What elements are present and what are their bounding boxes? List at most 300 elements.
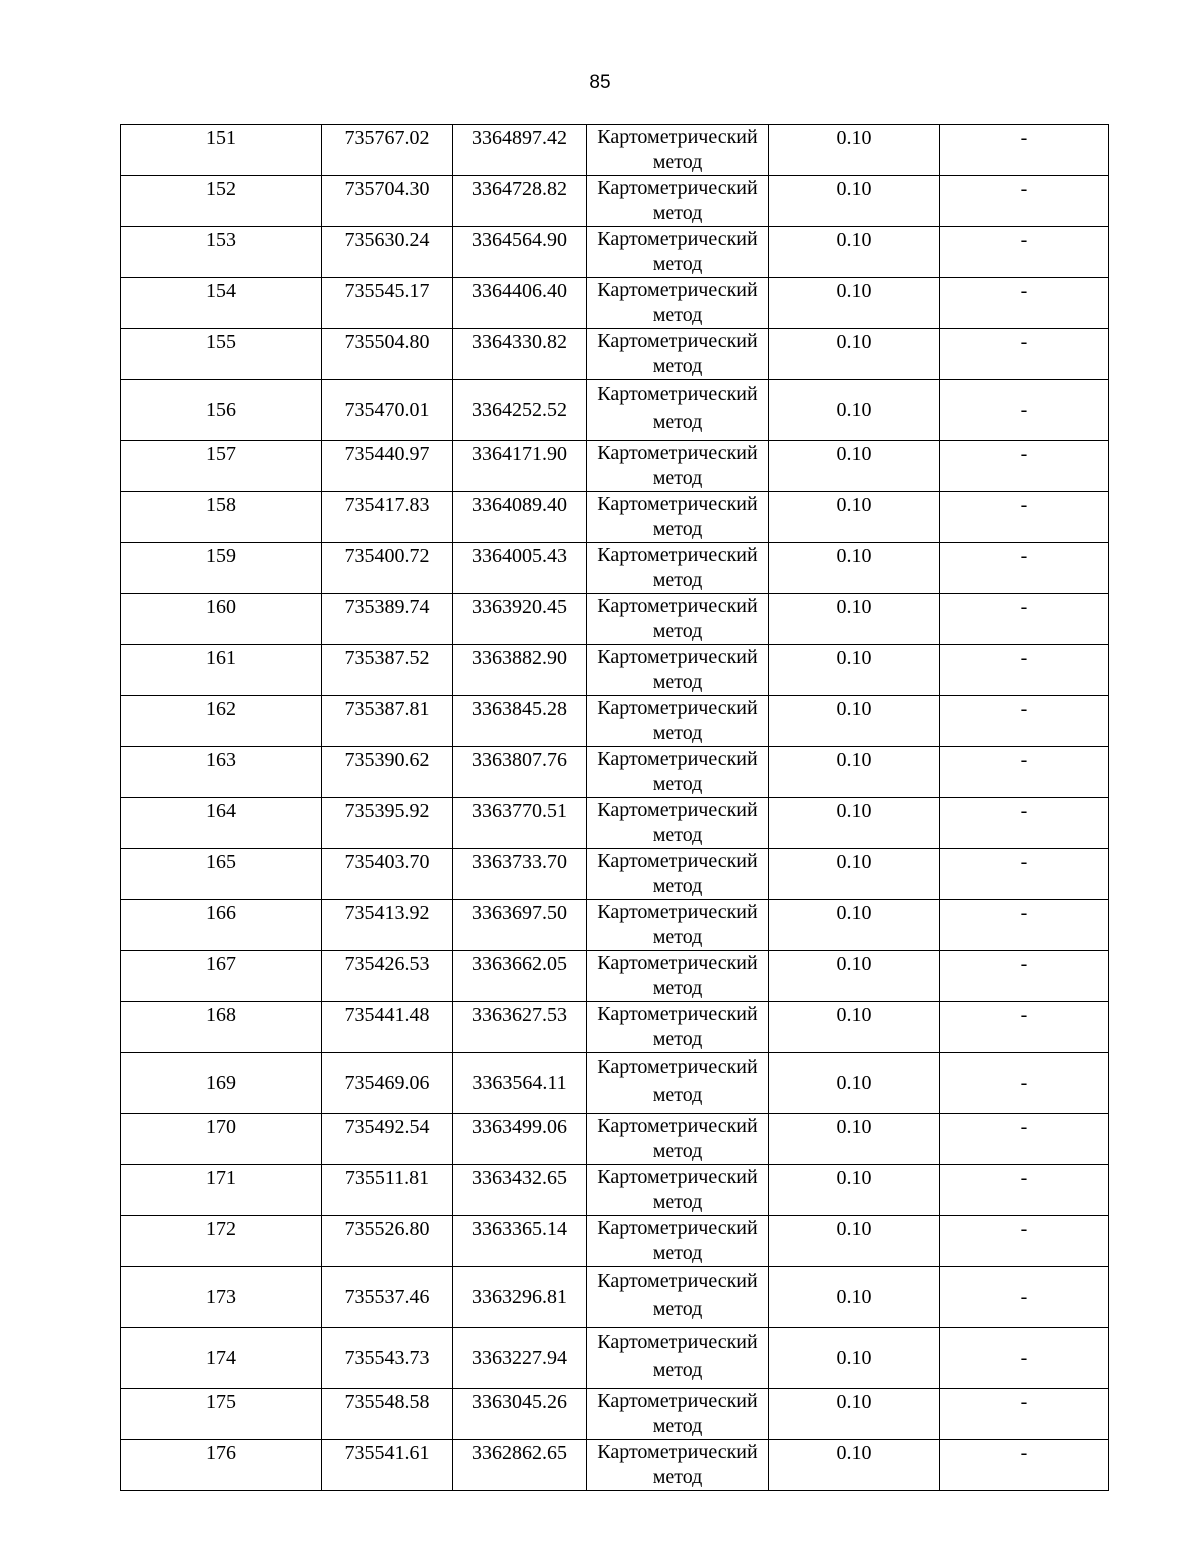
point-number-text: 158	[206, 494, 236, 516]
method-text: Картометрический метод	[597, 799, 758, 846]
note-cell	[940, 380, 1109, 441]
accuracy-text: 0.10	[836, 800, 872, 822]
method-text: Картометрический метод	[597, 952, 758, 999]
y-coordinate-text: 3364728.82	[472, 178, 567, 200]
point-number-text: 172	[206, 1218, 236, 1240]
note-text: -	[1020, 1286, 1028, 1308]
point-number-text: 155	[206, 331, 236, 353]
table-row	[121, 441, 1109, 492]
method-cell	[587, 951, 769, 1002]
method-cell	[587, 798, 769, 849]
point-number-text: 166	[206, 902, 236, 924]
y-coordinate-text: 3363564.11	[472, 1072, 567, 1094]
note-cell	[940, 492, 1109, 543]
method-cell	[587, 329, 769, 380]
note-text: -	[1020, 545, 1028, 567]
point-number-cell	[121, 594, 322, 645]
x-coordinate-cell	[322, 1389, 453, 1440]
table-row	[121, 1389, 1109, 1440]
accuracy-text: 0.10	[836, 494, 872, 516]
method-cell	[587, 278, 769, 329]
x-coordinate-cell	[322, 1267, 453, 1328]
y-coordinate-cell	[453, 645, 587, 696]
x-coordinate-cell	[322, 176, 453, 227]
point-number-cell	[121, 849, 322, 900]
point-number-text: 160	[206, 596, 236, 618]
accuracy-cell	[769, 1165, 940, 1216]
y-coordinate-cell	[453, 1002, 587, 1053]
table-row	[121, 329, 1109, 380]
table-row	[121, 1053, 1109, 1114]
y-coordinate-text: 3363627.53	[472, 1004, 567, 1026]
y-coordinate-cell	[453, 849, 587, 900]
y-coordinate-cell	[453, 492, 587, 543]
y-coordinate-cell	[453, 329, 587, 380]
method-cell	[587, 1114, 769, 1165]
method-cell	[587, 747, 769, 798]
accuracy-cell	[769, 176, 940, 227]
y-coordinate-cell	[453, 278, 587, 329]
method-text: Картометрический метод	[597, 1270, 758, 1320]
point-number-cell	[121, 1328, 322, 1389]
y-coordinate-cell	[453, 125, 587, 176]
accuracy-text: 0.10	[836, 1167, 872, 1189]
x-coordinate-text: 735492.54	[344, 1116, 430, 1138]
point-number-text: 153	[206, 229, 236, 251]
note-cell	[940, 176, 1109, 227]
method-text: Картометрический метод	[597, 1056, 758, 1106]
x-coordinate-cell	[322, 1216, 453, 1267]
x-coordinate-cell	[322, 1440, 453, 1491]
y-coordinate-text: 3363882.90	[472, 647, 567, 669]
x-coordinate-text: 735704.30	[344, 178, 430, 200]
method-text: Картометрический метод	[597, 126, 758, 173]
x-coordinate-text: 735389.74	[344, 596, 430, 618]
y-coordinate-cell	[453, 1216, 587, 1267]
note-text: -	[1020, 749, 1028, 771]
method-text: Картометрический метод	[597, 330, 758, 377]
table-row	[121, 1440, 1109, 1491]
y-coordinate-cell	[453, 1267, 587, 1328]
note-text: -	[1020, 443, 1028, 465]
method-cell	[587, 1267, 769, 1328]
accuracy-text: 0.10	[836, 331, 872, 353]
note-cell	[940, 125, 1109, 176]
note-text: -	[1020, 331, 1028, 353]
accuracy-text: 0.10	[836, 229, 872, 251]
accuracy-cell	[769, 849, 940, 900]
accuracy-text: 0.10	[836, 953, 872, 975]
accuracy-cell	[769, 125, 940, 176]
table-row	[121, 125, 1109, 176]
y-coordinate-cell	[453, 227, 587, 278]
accuracy-text: 0.10	[836, 1391, 872, 1413]
table-row	[121, 278, 1109, 329]
method-text: Картометрический метод	[597, 748, 758, 795]
method-cell	[587, 1053, 769, 1114]
method-cell	[587, 125, 769, 176]
accuracy-text: 0.10	[836, 1116, 872, 1138]
accuracy-text: 0.10	[836, 749, 872, 771]
accuracy-text: 0.10	[836, 443, 872, 465]
x-coordinate-cell	[322, 849, 453, 900]
point-number-text: 167	[206, 953, 236, 975]
accuracy-cell	[769, 1002, 940, 1053]
point-number-cell	[121, 900, 322, 951]
point-number-cell	[121, 329, 322, 380]
point-number-cell	[121, 1165, 322, 1216]
y-coordinate-text: 3363432.65	[472, 1167, 567, 1189]
method-text: Картометрический метод	[597, 646, 758, 693]
y-coordinate-text: 3363807.76	[472, 749, 567, 771]
table-row	[121, 798, 1109, 849]
x-coordinate-text: 735387.52	[344, 647, 430, 669]
note-text: -	[1020, 127, 1028, 149]
accuracy-text: 0.10	[836, 698, 872, 720]
table-row	[121, 849, 1109, 900]
note-text: -	[1020, 280, 1028, 302]
table-row	[121, 380, 1109, 441]
y-coordinate-text: 3363365.14	[472, 1218, 567, 1240]
method-text: Картометрический метод	[597, 228, 758, 275]
y-coordinate-cell	[453, 798, 587, 849]
x-coordinate-cell	[322, 227, 453, 278]
y-coordinate-cell	[453, 696, 587, 747]
x-coordinate-text: 735504.80	[344, 331, 430, 353]
accuracy-text: 0.10	[836, 1442, 872, 1464]
accuracy-text: 0.10	[836, 851, 872, 873]
x-coordinate-text: 735541.61	[344, 1442, 430, 1464]
point-number-text: 175	[206, 1391, 236, 1413]
x-coordinate-cell	[322, 380, 453, 441]
note-text: -	[1020, 1072, 1028, 1094]
x-coordinate-text: 735767.02	[344, 127, 430, 149]
accuracy-cell	[769, 1053, 940, 1114]
note-cell	[940, 441, 1109, 492]
note-cell	[940, 900, 1109, 951]
accuracy-cell	[769, 278, 940, 329]
x-coordinate-text: 735440.97	[344, 443, 430, 465]
note-cell	[940, 1053, 1109, 1114]
table-row	[121, 1002, 1109, 1053]
point-number-text: 164	[206, 800, 236, 822]
y-coordinate-cell	[453, 1165, 587, 1216]
x-coordinate-cell	[322, 1114, 453, 1165]
method-cell	[587, 1328, 769, 1389]
note-cell	[940, 543, 1109, 594]
point-number-text: 168	[206, 1004, 236, 1026]
point-number-cell	[121, 176, 322, 227]
method-cell	[587, 900, 769, 951]
note-cell	[940, 1165, 1109, 1216]
accuracy-cell	[769, 1216, 940, 1267]
method-cell	[587, 227, 769, 278]
note-text: -	[1020, 1218, 1028, 1240]
method-text: Картометрический метод	[597, 901, 758, 948]
table-row	[121, 951, 1109, 1002]
accuracy-text: 0.10	[836, 545, 872, 567]
note-cell	[940, 951, 1109, 1002]
y-coordinate-text: 3364005.43	[472, 545, 567, 567]
x-coordinate-text: 735400.72	[344, 545, 430, 567]
x-coordinate-text: 735413.92	[344, 902, 430, 924]
point-number-text: 157	[206, 443, 236, 465]
table-row	[121, 543, 1109, 594]
x-coordinate-cell	[322, 329, 453, 380]
x-coordinate-cell	[322, 1002, 453, 1053]
x-coordinate-cell	[322, 492, 453, 543]
point-number-text: 154	[206, 280, 236, 302]
x-coordinate-cell	[322, 900, 453, 951]
accuracy-cell	[769, 227, 940, 278]
y-coordinate-text: 3364252.52	[472, 399, 567, 421]
x-coordinate-cell	[322, 125, 453, 176]
point-number-cell	[121, 543, 322, 594]
method-cell	[587, 645, 769, 696]
point-number-text: 156	[206, 399, 236, 421]
x-coordinate-text: 735469.06	[344, 1072, 430, 1094]
note-cell	[940, 1328, 1109, 1389]
point-number-text: 174	[206, 1347, 236, 1369]
method-text: Картометрический метод	[597, 383, 758, 433]
note-cell	[940, 645, 1109, 696]
note-text: -	[1020, 494, 1028, 516]
accuracy-cell	[769, 380, 940, 441]
note-text: -	[1020, 229, 1028, 251]
method-text: Картометрический метод	[597, 1166, 758, 1213]
y-coordinate-cell	[453, 441, 587, 492]
note-text: -	[1020, 953, 1028, 975]
point-number-text: 163	[206, 749, 236, 771]
table-row	[121, 1328, 1109, 1389]
method-cell	[587, 176, 769, 227]
accuracy-cell	[769, 645, 940, 696]
method-cell	[587, 1440, 769, 1491]
point-number-text: 170	[206, 1116, 236, 1138]
table-row	[121, 227, 1109, 278]
accuracy-text: 0.10	[836, 1286, 872, 1308]
method-text: Картометрический метод	[597, 850, 758, 897]
method-cell	[587, 441, 769, 492]
note-cell	[940, 329, 1109, 380]
accuracy-text: 0.10	[836, 178, 872, 200]
point-number-cell	[121, 951, 322, 1002]
x-coordinate-text: 735537.46	[344, 1286, 430, 1308]
point-number-cell	[121, 441, 322, 492]
accuracy-cell	[769, 696, 940, 747]
x-coordinate-cell	[322, 594, 453, 645]
accuracy-cell	[769, 441, 940, 492]
y-coordinate-text: 3364406.40	[472, 280, 567, 302]
x-coordinate-cell	[322, 278, 453, 329]
note-cell	[940, 1440, 1109, 1491]
x-coordinate-text: 735526.80	[344, 1218, 430, 1240]
note-text: -	[1020, 1347, 1028, 1369]
table-body	[121, 125, 1109, 1491]
y-coordinate-cell	[453, 1328, 587, 1389]
x-coordinate-cell	[322, 747, 453, 798]
point-number-text: 171	[206, 1167, 236, 1189]
y-coordinate-text: 3363227.94	[472, 1347, 567, 1369]
page-number: 85	[589, 72, 611, 93]
point-number-cell	[121, 1114, 322, 1165]
y-coordinate-text: 3363662.05	[472, 953, 567, 975]
x-coordinate-cell	[322, 1165, 453, 1216]
y-coordinate-cell	[453, 176, 587, 227]
accuracy-text: 0.10	[836, 280, 872, 302]
table-row	[121, 1165, 1109, 1216]
method-text: Картометрический метод	[597, 544, 758, 591]
point-number-text: 169	[206, 1072, 236, 1094]
accuracy-text: 0.10	[836, 902, 872, 924]
y-coordinate-text: 3363845.28	[472, 698, 567, 720]
y-coordinate-text: 3364897.42	[472, 127, 567, 149]
note-cell	[940, 1216, 1109, 1267]
y-coordinate-cell	[453, 1114, 587, 1165]
x-coordinate-cell	[322, 798, 453, 849]
method-text: Картометрический метод	[597, 697, 758, 744]
method-text: Картометрический метод	[597, 279, 758, 326]
y-coordinate-text: 3363697.50	[472, 902, 567, 924]
x-coordinate-text: 735545.17	[344, 280, 430, 302]
note-text: -	[1020, 851, 1028, 873]
accuracy-cell	[769, 1267, 940, 1328]
method-cell	[587, 594, 769, 645]
table-row	[121, 696, 1109, 747]
point-number-text: 161	[206, 647, 236, 669]
x-coordinate-text: 735630.24	[344, 229, 430, 251]
accuracy-text: 0.10	[836, 1347, 872, 1369]
accuracy-text: 0.10	[836, 127, 872, 149]
table-row	[121, 900, 1109, 951]
accuracy-cell	[769, 594, 940, 645]
note-cell	[940, 1114, 1109, 1165]
point-number-text: 165	[206, 851, 236, 873]
accuracy-text: 0.10	[836, 399, 872, 421]
x-coordinate-cell	[322, 543, 453, 594]
accuracy-cell	[769, 951, 940, 1002]
y-coordinate-text: 3363920.45	[472, 596, 567, 618]
x-coordinate-text: 735548.58	[344, 1391, 430, 1413]
note-text: -	[1020, 178, 1028, 200]
table-row	[121, 1267, 1109, 1328]
y-coordinate-text: 3363733.70	[472, 851, 567, 873]
y-coordinate-cell	[453, 594, 587, 645]
note-cell	[940, 227, 1109, 278]
x-coordinate-cell	[322, 441, 453, 492]
accuracy-text: 0.10	[836, 1004, 872, 1026]
point-number-cell	[121, 798, 322, 849]
method-text: Картометрический метод	[597, 442, 758, 489]
accuracy-cell	[769, 798, 940, 849]
point-number-cell	[121, 380, 322, 441]
x-coordinate-cell	[322, 951, 453, 1002]
table-row	[121, 747, 1109, 798]
y-coordinate-text: 3364171.90	[472, 443, 567, 465]
coordinates-table	[120, 124, 1109, 1491]
x-coordinate-cell	[322, 1053, 453, 1114]
note-cell	[940, 278, 1109, 329]
note-cell	[940, 1267, 1109, 1328]
method-cell	[587, 1216, 769, 1267]
y-coordinate-text: 3364089.40	[472, 494, 567, 516]
y-coordinate-cell	[453, 1440, 587, 1491]
note-text: -	[1020, 1442, 1028, 1464]
point-number-text: 152	[206, 178, 236, 200]
x-coordinate-text: 735441.48	[344, 1004, 430, 1026]
table-row	[121, 594, 1109, 645]
note-cell	[940, 798, 1109, 849]
point-number-cell	[121, 1389, 322, 1440]
y-coordinate-text: 3363499.06	[472, 1116, 567, 1138]
method-cell	[587, 492, 769, 543]
note-cell	[940, 747, 1109, 798]
method-text: Картометрический метод	[597, 595, 758, 642]
point-number-text: 159	[206, 545, 236, 567]
point-number-cell	[121, 1440, 322, 1491]
accuracy-cell	[769, 1328, 940, 1389]
x-coordinate-cell	[322, 645, 453, 696]
x-coordinate-text: 735543.73	[344, 1347, 430, 1369]
y-coordinate-text: 3363770.51	[472, 800, 567, 822]
x-coordinate-cell	[322, 696, 453, 747]
method-cell	[587, 696, 769, 747]
y-coordinate-cell	[453, 1053, 587, 1114]
y-coordinate-text: 3363045.26	[472, 1391, 567, 1413]
y-coordinate-text: 3362862.65	[472, 1442, 567, 1464]
note-text: -	[1020, 1391, 1028, 1413]
note-text: -	[1020, 647, 1028, 669]
point-number-cell	[121, 696, 322, 747]
point-number-text: 176	[206, 1442, 236, 1464]
point-number-cell	[121, 125, 322, 176]
x-coordinate-text: 735417.83	[344, 494, 430, 516]
accuracy-text: 0.10	[836, 647, 872, 669]
accuracy-cell	[769, 1114, 940, 1165]
x-coordinate-text: 735395.92	[344, 800, 430, 822]
note-cell	[940, 696, 1109, 747]
note-text: -	[1020, 698, 1028, 720]
table-row	[121, 1216, 1109, 1267]
point-number-cell	[121, 227, 322, 278]
point-number-text: 173	[206, 1286, 236, 1308]
y-coordinate-text: 3364564.90	[472, 229, 567, 251]
method-cell	[587, 380, 769, 441]
y-coordinate-cell	[453, 380, 587, 441]
point-number-text: 151	[206, 127, 236, 149]
x-coordinate-text: 735470.01	[344, 399, 430, 421]
method-cell	[587, 1165, 769, 1216]
x-coordinate-text: 735511.81	[344, 1167, 430, 1189]
point-number-cell	[121, 645, 322, 696]
method-text: Картометрический метод	[597, 493, 758, 540]
x-coordinate-text: 735390.62	[344, 749, 430, 771]
note-text: -	[1020, 399, 1028, 421]
table-row	[121, 1114, 1109, 1165]
accuracy-text: 0.10	[836, 1072, 872, 1094]
table-row	[121, 176, 1109, 227]
note-cell	[940, 849, 1109, 900]
method-cell	[587, 543, 769, 594]
table-row	[121, 492, 1109, 543]
accuracy-cell	[769, 1440, 940, 1491]
note-cell	[940, 594, 1109, 645]
note-text: -	[1020, 800, 1028, 822]
method-text: Картометрический метод	[597, 1003, 758, 1050]
accuracy-cell	[769, 329, 940, 380]
point-number-cell	[121, 1267, 322, 1328]
y-coordinate-text: 3364330.82	[472, 331, 567, 353]
